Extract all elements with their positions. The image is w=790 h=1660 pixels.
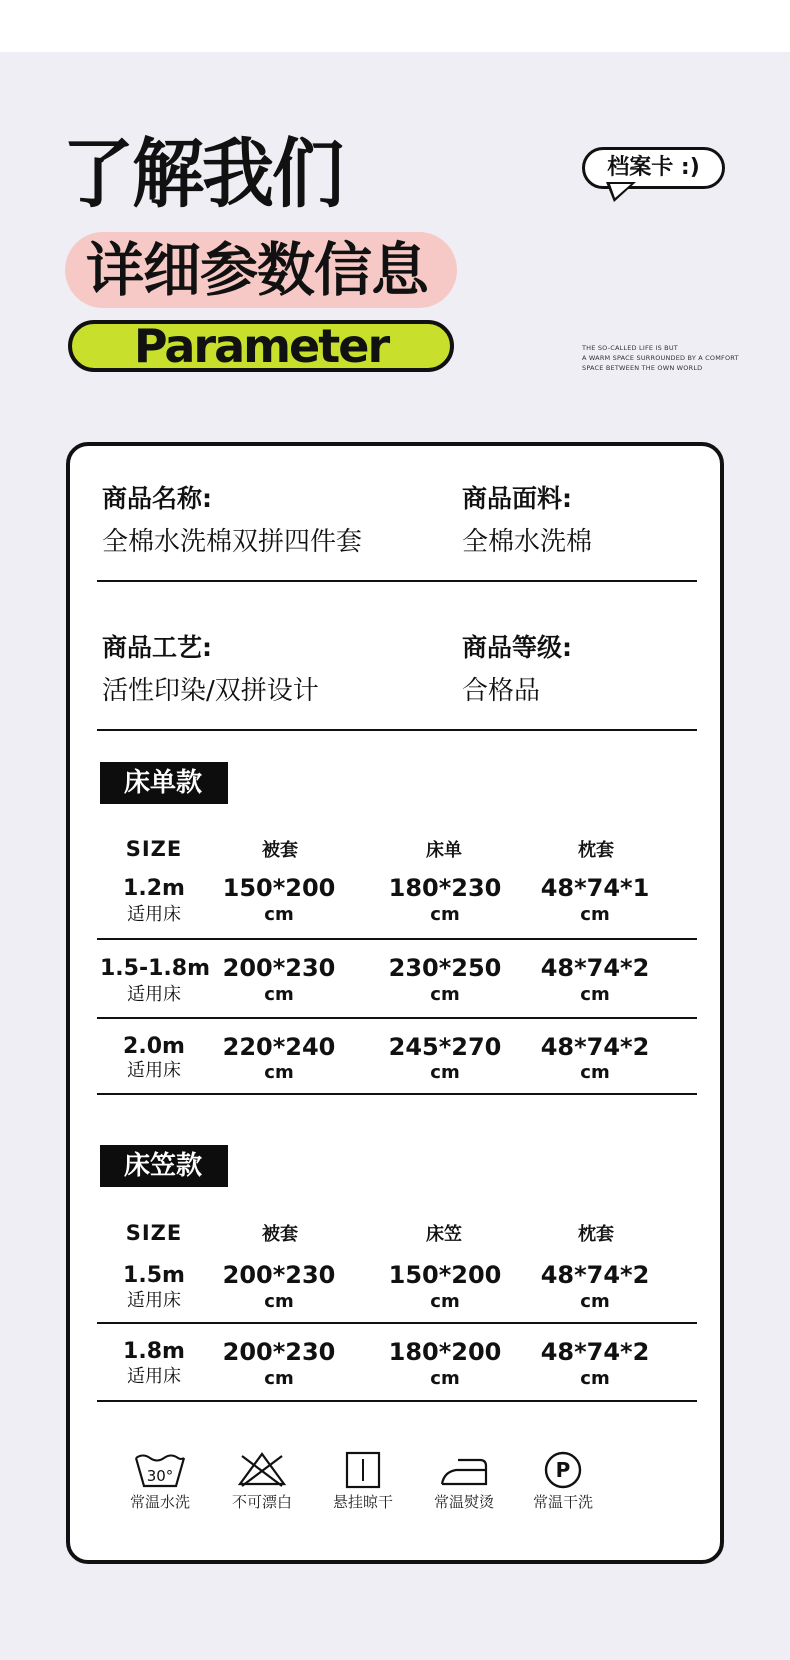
duvet-size: 200*230 (222, 954, 336, 982)
col-header-duvet: 被套 (262, 1224, 298, 1245)
care-label: 常温水洗 (129, 1493, 190, 1511)
pillowcase-size: 48*74*1 (540, 874, 650, 902)
duvet-size: 200*230 (222, 1338, 336, 1366)
unit: cm (264, 1291, 294, 1312)
unit: cm (264, 904, 294, 925)
tagline-line: THE SO-CALLED LIFE IS BUT (582, 344, 678, 352)
fitted-sheet-size: 180*200 (388, 1338, 502, 1366)
wash-30-icon (132, 1450, 188, 1490)
tagline (582, 343, 742, 373)
col-header-fitted-sheet: 床笠 (426, 1224, 462, 1245)
product-name-value: 全棉水洗棉双拼四件套 (102, 527, 363, 557)
divider (97, 580, 697, 582)
bed-label: 适用床 (127, 904, 181, 925)
hang-dry-icon (335, 1450, 391, 1490)
table-row-divider (97, 938, 697, 940)
table-row-divider (97, 1093, 697, 1095)
care-item-dryclean (513, 1450, 613, 1512)
grade-value: 合格品 (462, 676, 541, 706)
col-header-duvet: 被套 (262, 840, 298, 861)
craft-value: 活性印染/双拼设计 (102, 676, 319, 706)
col-header-size: SIZE (125, 837, 183, 861)
care-item-iron (414, 1450, 514, 1512)
bed-label: 适用床 (127, 1060, 181, 1081)
unit: cm (580, 1062, 610, 1083)
care-item-bleach (212, 1450, 312, 1512)
bed-label: 适用床 (127, 1290, 181, 1311)
size-value: 1.2m (123, 876, 185, 901)
unit: cm (430, 1368, 460, 1389)
dry-clean-p-icon (535, 1450, 591, 1490)
size-value: 2.0m (123, 1034, 185, 1059)
col-header-pillowcase: 枕套 (578, 840, 614, 861)
care-item-dry (313, 1450, 413, 1512)
unit: cm (580, 904, 610, 925)
craft-label: 商品工艺: (102, 633, 212, 662)
unit: cm (580, 1368, 610, 1389)
sheet-size: 180*230 (388, 874, 502, 902)
size-value: 1.5-1.8m (100, 956, 210, 981)
grade-label: 商品等级: (462, 633, 572, 662)
svg-text:P: P (555, 1458, 571, 1482)
speech-bubble-text: 档案卡 :) (607, 155, 700, 180)
sheet-size: 245*270 (388, 1033, 502, 1061)
no-bleach-icon (234, 1450, 290, 1490)
size-value: 1.8m (123, 1339, 185, 1364)
iron-icon (436, 1450, 492, 1490)
bed-label: 适用床 (127, 984, 181, 1005)
unit: cm (264, 984, 294, 1005)
care-item-wash (110, 1450, 210, 1512)
col-header-size: SIZE (125, 1221, 183, 1245)
sheet-style-tag: 床单款 (100, 762, 228, 804)
duvet-size: 150*200 (222, 874, 336, 902)
parameter-text: Parameter (133, 319, 389, 373)
product-name-label: 商品名称: (102, 484, 212, 513)
care-label: 常温干洗 (532, 1493, 593, 1511)
fitted-style-tag: 床笠款 (100, 1145, 228, 1187)
svg-text:30°: 30° (146, 1467, 174, 1485)
duvet-size: 220*240 (222, 1033, 336, 1061)
unit: cm (580, 1291, 610, 1312)
pillowcase-size: 48*74*2 (540, 1338, 650, 1366)
duvet-size: 200*230 (222, 1261, 336, 1289)
size-value: 1.5m (123, 1263, 185, 1288)
fitted-sheet-size: 150*200 (388, 1261, 502, 1289)
unit: cm (264, 1062, 294, 1083)
divider (97, 729, 697, 731)
sheet-size: 230*250 (388, 954, 502, 982)
care-label: 不可漂白 (231, 1493, 292, 1511)
fabric-label: 商品面料: (462, 484, 572, 513)
unit: cm (430, 984, 460, 1005)
table-row-divider (97, 1400, 697, 1402)
pillowcase-size: 48*74*2 (540, 1261, 650, 1289)
pillowcase-size: 48*74*2 (540, 954, 650, 982)
unit: cm (264, 1368, 294, 1389)
col-header-pillowcase: 枕套 (578, 1224, 614, 1245)
unit: cm (430, 1062, 460, 1083)
pillowcase-size: 48*74*2 (540, 1033, 650, 1061)
tagline-line: SPACE BETWEEN THE OWN WORLD (582, 364, 703, 372)
bed-label: 适用床 (127, 1366, 181, 1387)
care-label: 常温熨烫 (433, 1493, 494, 1511)
fabric-value: 全棉水洗棉 (462, 527, 593, 557)
unit: cm (430, 1291, 460, 1312)
page-title: 了解我们 (62, 129, 343, 219)
table-row-divider (97, 1322, 697, 1324)
page-subtitle: 详细参数信息 (86, 236, 429, 304)
tagline-line: A WARM SPACE SURROUNDED BY A COMFORT (582, 354, 739, 362)
unit: cm (580, 984, 610, 1005)
unit: cm (430, 904, 460, 925)
table-row-divider (97, 1017, 697, 1019)
col-header-sheet: 床单 (426, 840, 462, 861)
care-label: 悬挂晾干 (332, 1493, 393, 1511)
